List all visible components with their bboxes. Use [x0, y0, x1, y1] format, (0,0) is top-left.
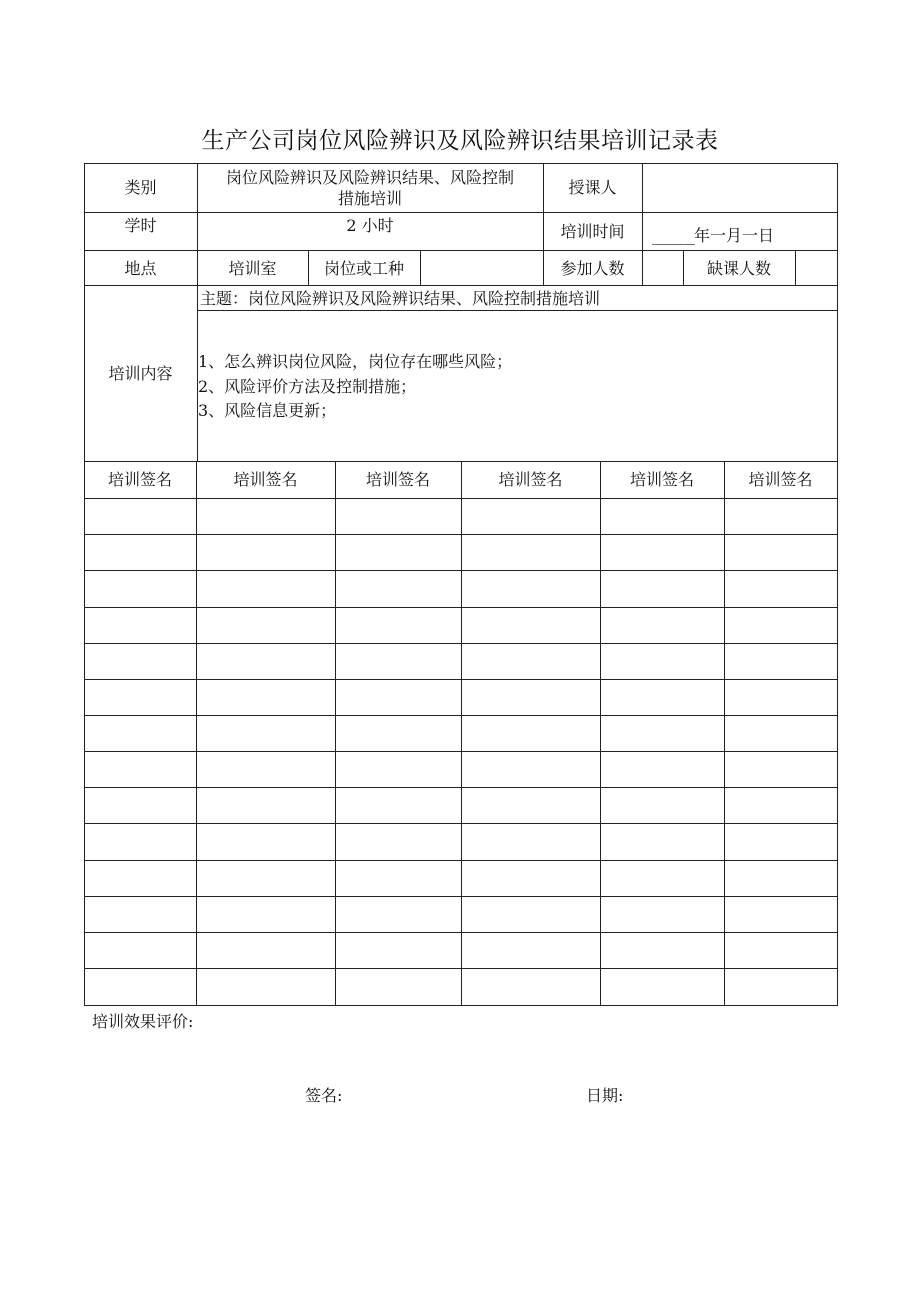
- table-border-right: [837, 163, 838, 1006]
- absent-field[interactable]: [796, 251, 837, 285]
- sig-row-line: [84, 787, 838, 788]
- post-field[interactable]: [421, 251, 543, 285]
- date-label: 日期:: [586, 1086, 624, 1105]
- instructor-field[interactable]: [643, 164, 837, 212]
- instructor-label: 授课人: [568, 178, 617, 197]
- sig-row-line: [84, 643, 838, 644]
- training-time-label: 培训时间: [560, 222, 625, 241]
- signature-header-2: 培训签名: [233, 470, 298, 489]
- content-item-1: 1、怎么辨识岗位风险，岗位存在哪些风险；: [198, 352, 513, 371]
- topic-divider: [197, 310, 838, 311]
- sig-row-line: [84, 679, 838, 680]
- sig-row-line: [84, 968, 838, 969]
- sig-row-line: [84, 896, 838, 897]
- sig-col-divider: [724, 461, 725, 1006]
- evaluation-label: 培训效果评价:: [92, 1012, 194, 1031]
- attendees-label: 参加人数: [560, 259, 625, 278]
- signature-header-6: 培训签名: [748, 470, 813, 489]
- page-title: 生产公司岗位风险辨识及风险辨识结果培训记录表: [201, 128, 719, 154]
- content-label: 培训内容: [108, 364, 173, 383]
- date-blank: ______: [652, 226, 694, 245]
- sig-col-divider: [335, 461, 336, 1006]
- sig-row-line: [84, 570, 838, 571]
- location-value: 培训室: [228, 259, 277, 278]
- signature-header-1: 培训签名: [107, 470, 172, 489]
- hours-label: 学时: [124, 216, 157, 235]
- table-border-left: [84, 163, 85, 1006]
- sig-row-line: [84, 607, 838, 608]
- hours-value: 2 小时: [346, 216, 394, 235]
- date-template: 年一月一日: [694, 226, 775, 245]
- sig-col-divider: [600, 461, 601, 1006]
- signature-header-5: 培训签名: [629, 470, 694, 489]
- sig-row-line: [84, 860, 838, 861]
- sig-row-line: [84, 715, 838, 716]
- sig-col-divider: [196, 461, 197, 1006]
- sig-row-line: [84, 498, 838, 499]
- topic-text: 主题：岗位风险辨识及风险辨识结果、风险控制措施培训: [200, 289, 601, 308]
- post-label: 岗位或工种: [323, 259, 404, 278]
- category-value-line1: 岗位风险辨识及风险辨识结果、风险控制: [225, 168, 514, 187]
- signature-header-4: 培训签名: [498, 470, 563, 489]
- absent-label: 缺课人数: [706, 259, 771, 278]
- signature-header-3: 培训签名: [365, 470, 430, 489]
- sig-row-line: [84, 751, 838, 752]
- attendees-field[interactable]: [643, 251, 683, 285]
- sign-label: 签名:: [305, 1086, 343, 1105]
- sig-row-line: [84, 932, 838, 933]
- sig-row-line: [84, 534, 838, 535]
- category-label: 类别: [124, 178, 157, 197]
- training-date-field[interactable]: [652, 226, 774, 246]
- content-item-3: 3、风险信息更新；: [198, 401, 337, 420]
- sig-row-line: [84, 1005, 838, 1006]
- category-value-line2: 措施培训: [337, 189, 402, 208]
- location-label: 地点: [124, 259, 157, 278]
- sig-row-line: [84, 823, 838, 824]
- content-item-2: 2、风险评价方法及控制措施；: [198, 377, 417, 396]
- sig-col-divider: [461, 461, 462, 1006]
